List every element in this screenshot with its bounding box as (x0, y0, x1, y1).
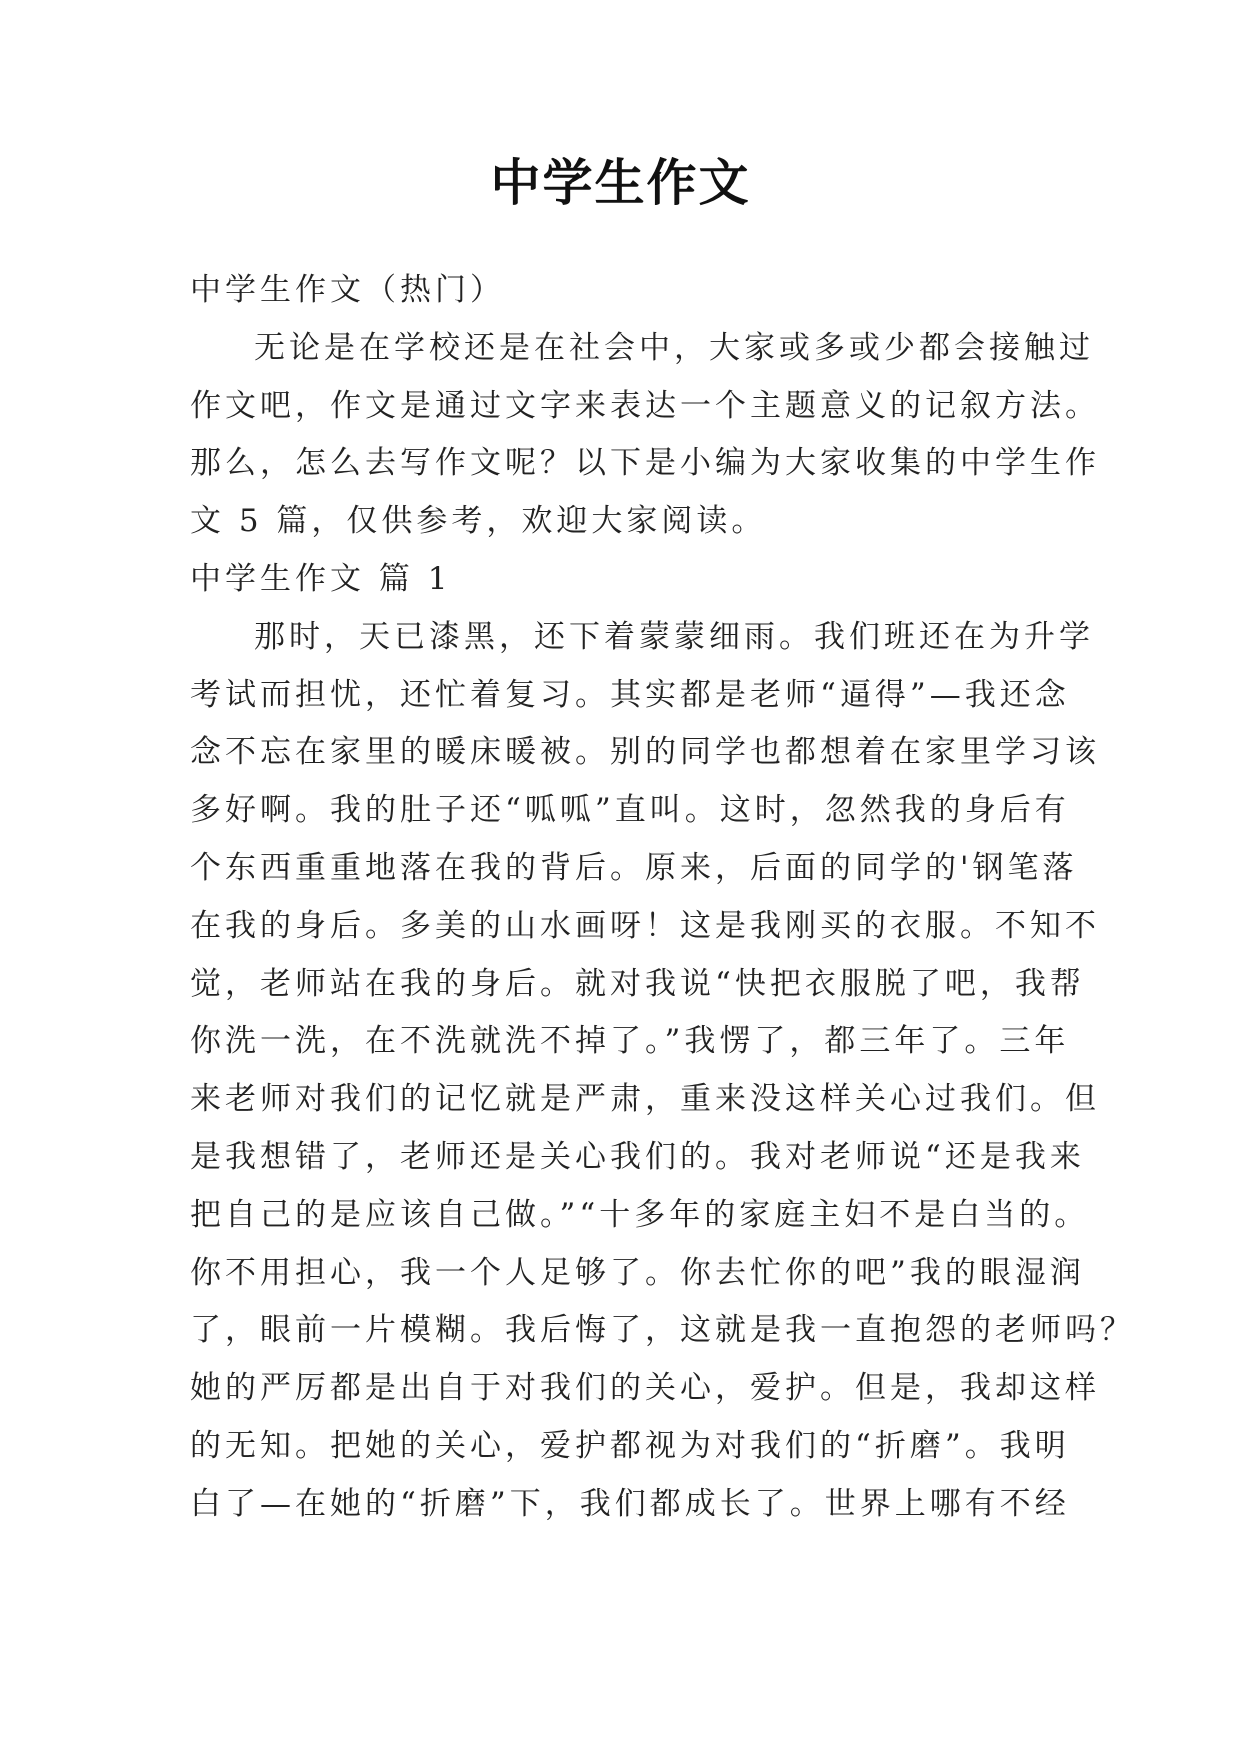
text-line: 了，眼前一片模糊。我后悔了，这就是我一直抱怨的老师吗？ (190, 1312, 1135, 1349)
text-line: 来老师对我们的记忆就是严肃，重来没这样关心过我们。但 (190, 1081, 1100, 1118)
text-line: 个东西重重地落在我的背后。原来，后面的同学的'钢笔落 (190, 849, 1078, 886)
text-line: 觉，老师站在我的身后。就对我说“快把衣服脱了吧，我帮 (190, 965, 1085, 1002)
text-line: 白了—在她的“折磨”下，我们都成长了。世界上哪有不经 (190, 1485, 1070, 1522)
text-line: 在我的身后。多美的山水画呀！这是我刚买的衣服。不知不 (190, 907, 1100, 944)
text-line: 文 5 篇，仅供参考，欢迎大家阅读。 (190, 503, 767, 540)
text-line: 是我想错了，老师还是关心我们的。我对老师说“还是我来 (190, 1138, 1085, 1175)
text-line: 那么，怎么去写作文呢？以下是小编为大家收集的中学生作 (190, 445, 1100, 482)
document-body (190, 262, 1135, 1534)
text-line: 你不用担心，我一个人足够了。你去忙你的吧”我的眼湿润 (190, 1254, 1085, 1291)
text-line: 你洗一洗，在不洗就洗不掉了。”我愣了，都三年了。三年 (190, 1023, 1070, 1060)
text-line: 作文吧，作文是通过文字来表达一个主题意义的记叙方法。 (190, 387, 1100, 424)
text-line: 把自己的是应该自己做。”“十多年的家庭主妇不是白当的。 (190, 1196, 1090, 1233)
text-line: 中学生作文（热门） (190, 272, 505, 308)
text-line: 无论是在学校还是在社会中，大家或多或少都会接触过 (254, 329, 1094, 366)
text-line: 念不忘在家里的暖床暖被。别的同学也都想着在家里学习该 (190, 734, 1100, 771)
page-title: 中学生作文 (490, 153, 751, 212)
text-line: 的无知。把她的关心，爱护都视为对我们的“折磨”。我明 (190, 1427, 1070, 1464)
text-line: 中学生作文 篇 1 (190, 560, 452, 597)
text-line: 那时，天已漆黑，还下着蒙蒙细雨。我们班还在为升学 (254, 618, 1094, 655)
text-line: 她的严厉都是出自于对我们的关心，爱护。但是，我却这样 (190, 1370, 1100, 1407)
text-line: 考试而担忧，还忙着复习。其实都是老师“逼得”—我还念 (190, 676, 1070, 713)
text-line: 多好啊。我的肚子还“呱呱”直叫。这时，忽然我的身后有 (190, 792, 1070, 829)
